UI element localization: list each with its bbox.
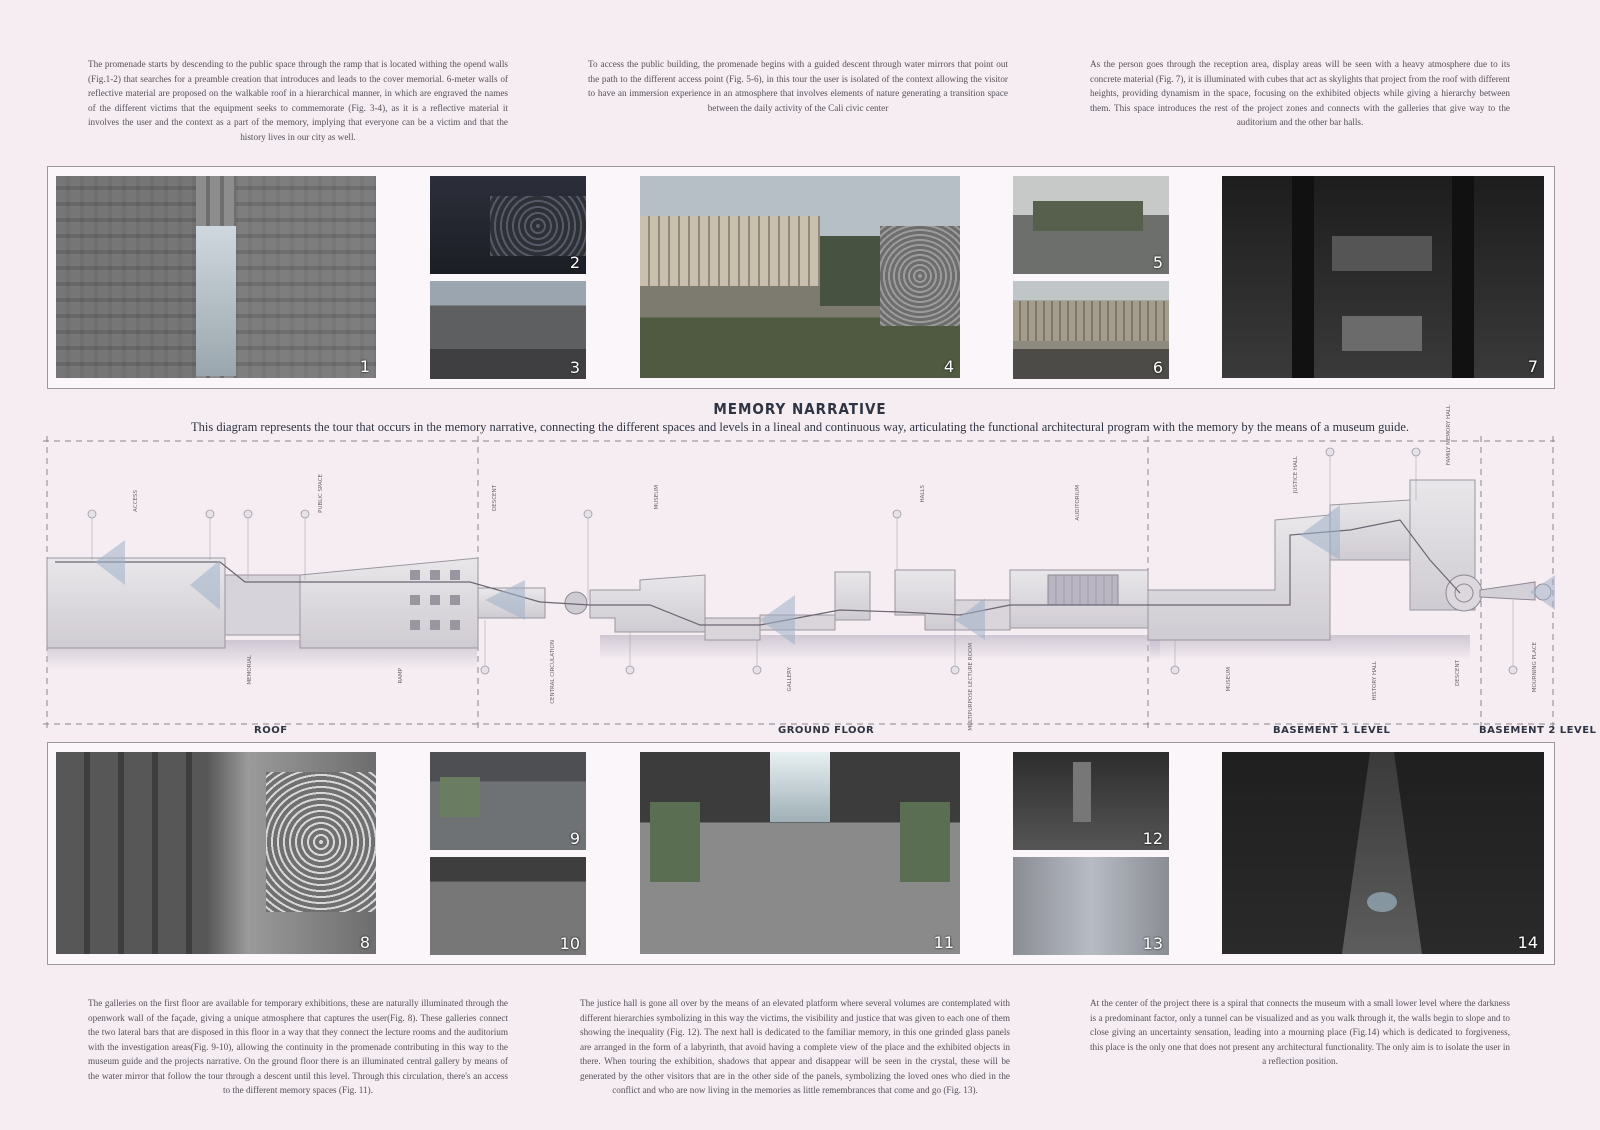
top-text-1: The promenade starts by descending to the public space through the ramp that is located withing the opend walls (Fig.1-2) that searches for a preamble creation that introduces and leads to the cover memorial. 6-meter walls of reflective material are proposed on the walkable roof in a hierarchical manner, in which are engraved the names of the different victims that the equipment seeks to commemorate (Fig. 3-4), as it is a reflective material it involves the user and the context as a part of the memory, implying that everyone can be a victim and that the history lives in our city as well. [88, 59, 508, 142]
photo-12 [1013, 752, 1169, 850]
label-central-circulation: CENTRAL CIRCULATION [550, 640, 556, 704]
label-justice-hall: JUSTICE HALL [1293, 456, 1299, 494]
label-museum: MUSEUM [654, 485, 660, 510]
photo-3 [430, 281, 586, 379]
label-family-memory-hall: FAMILY MEMORY HALL [1446, 405, 1452, 466]
photo-13 [1013, 857, 1169, 955]
photo-number: 7 [1527, 357, 1538, 376]
photo-number: 14 [1517, 933, 1538, 952]
diagram-title: MEMORY NARRATIVE [713, 400, 887, 418]
photo-number: 1 [359, 357, 370, 376]
photo-number: 10 [559, 934, 580, 953]
level-ground-floor: GROUND FLOOR [778, 725, 875, 736]
photo-number: 8 [359, 933, 370, 952]
photo-8 [56, 752, 376, 954]
photo-number: 9 [569, 829, 580, 848]
level-roof: ROOF [254, 725, 288, 736]
label-ramp: RAMP [398, 668, 404, 684]
label-auditorium: AUDITORIUM [1075, 485, 1081, 521]
photo-number: 13 [1142, 934, 1163, 953]
label-descent-b1: DESCENT [1455, 660, 1461, 686]
photo-11 [640, 752, 960, 954]
label-halls: HALLS [920, 485, 926, 503]
photo-number: 11 [933, 933, 954, 952]
label-history-hall: HISTORY HALL [1372, 661, 1378, 701]
photo-9 [430, 752, 586, 850]
photo-14 [1222, 752, 1544, 954]
photo-5 [1013, 176, 1169, 274]
photo-number: 6 [1152, 358, 1163, 377]
photo-number: 3 [569, 358, 580, 377]
top-text-2: To access the public building, the promenade begins with a guided descent through water mirrors that point out the path to the different access point (Fig. 5-6), in this tour the user is isolated of the context allowing the visitor to have an immersion experience in an atmosphere that involves elements of nature generating a transition space between the daily activity of the Cali civic center [588, 59, 1008, 113]
label-gallery: GALLERY [787, 667, 793, 692]
top-text-3: As the person goes through the reception area, display areas will be seen with a heavy atmosphere due to its concrete material (Fig. 7), it is illuminated with cubes that act as skylights that project from the roof with different heights, providing dynamism in the space, focusing on the exhibited objects while giving a hierarchy between them. This space introduces the rest of the project zones and connects with the galleries that give way to the auditorium and the other bar halls. [1090, 59, 1510, 127]
photo-4 [640, 176, 960, 378]
label-descent: DESCENT [492, 485, 498, 511]
label-mourning-place: MOURNING PLACE [1532, 642, 1538, 693]
label-museum-b1: MUSEUM [1226, 667, 1232, 692]
memory-narrative-diagram [0, 430, 1600, 730]
bottom-text-2: The justice hall is gone all over by the means of an elevated platform where several volumes are contemplated with different hierarchies symbolizing in this way the victims, the visibility and justice that was given to each one of them showing the inequality (Fig. 12). The next hall is dedicated to the familiar memory, in this one grinded glass panels are arranged in the form of a labyrinth, that avoid having a complete view of the place and the exhibited objects in there. When touring the exhibition, shadows that appear and disappear will be seen in the crystal, these will be generated by the other visitors that are in the other side of the panels, symbolizing the loved ones who died in the conflict and who are now living in the memories as little remembrances that come and go (Fig. 13). [580, 998, 1011, 1095]
photo-number: 12 [1142, 829, 1163, 848]
photo-6 [1013, 281, 1169, 379]
bottom-text-3: At the center of the project there is a spiral that connects the museum with a small lower level where the darkness is a predominant factor, only a tunnel can be visualized and as you walk through it, the walls begin to slope and to close giving an uncertainty sensation, leading into a mourning place (Fig.14) which is dedicated to forgiveness, this place is the only one that does not present any architectural functionality. The only aim is to isolate the user in a reflection position. [1090, 998, 1510, 1066]
label-access: ACCESS [133, 490, 139, 512]
level-basement-2: BASEMENT 2 LEVEL [1479, 725, 1597, 736]
label-memorial: MEMORIAL [247, 655, 253, 685]
photo-number: 5 [1152, 253, 1163, 272]
level-basement-1: BASEMENT 1 LEVEL [1273, 725, 1391, 736]
photo-number: 2 [569, 253, 580, 272]
photo-2 [430, 176, 586, 274]
diagram-subtitle: This diagram represents the tour that occurs in the memory narrative, connecting the different spaces and levels in a lineal and continuous way, articulating the functional architectural program with the memory by the means of a museum guide. [190, 420, 1409, 434]
photo-7 [1222, 176, 1544, 378]
bottom-text-1: The galleries on the first floor are available for temporary exhibitions, these are naturally illuminated through the openwork wall of the façade, giving a unique atmosphere that captures the user(Fig. 8). These galleries connect the two lateral bars that are disposed in this floor in a way that they connect the lecture rooms and the auditorium with the investigation areas(Fig. 9-10), allowing the continuity in the promenade contributing in this way to the museum guide and the projects narrative. On the ground floor there is an illuminated central gallery by means of the water mirror that follow the tour through a descent until this level. Through this circulation, there's an access to the different memory spaces (Fig. 11). [88, 998, 508, 1095]
photo-number: 4 [943, 357, 954, 376]
label-multipurpose-lecture-room: MULTIPURPOSE LECTURE ROOM [968, 643, 974, 731]
photo-1 [56, 176, 376, 378]
label-public-space: PUBLIC SPACE [318, 474, 324, 513]
photo-10 [430, 857, 586, 955]
